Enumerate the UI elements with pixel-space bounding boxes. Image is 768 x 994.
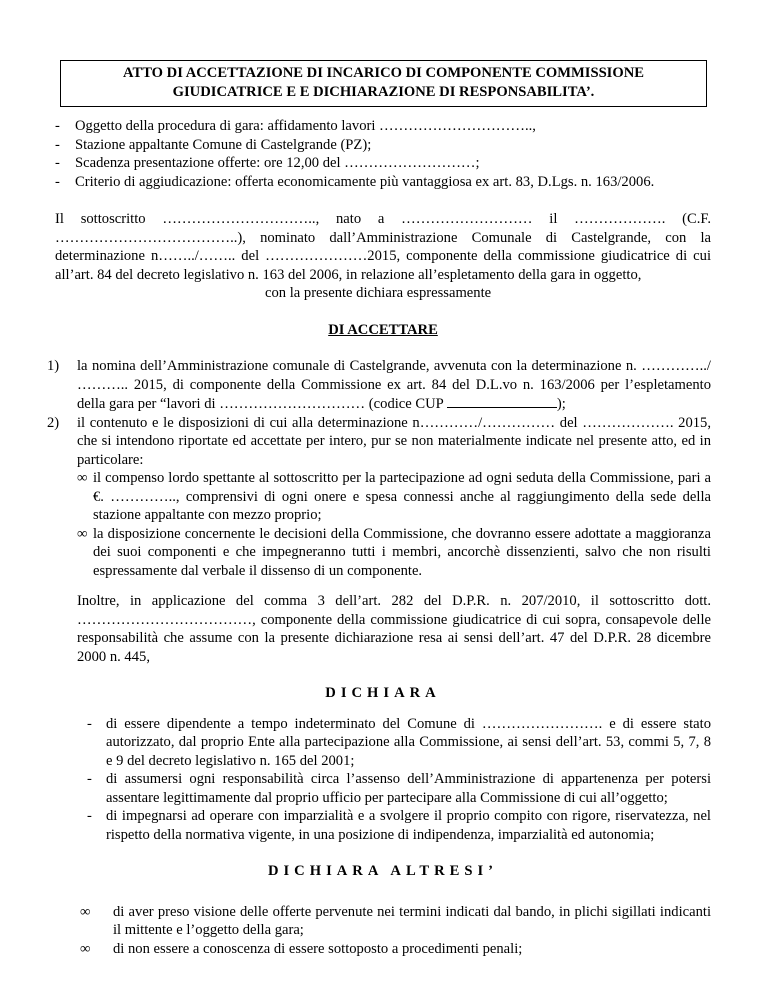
altresi-item-text: di non essere a conoscenza di essere sottoposto a procedimenti penali; [113, 940, 523, 957]
altresi-item-1 [80, 903, 711, 940]
cup-blank-field [447, 394, 557, 408]
dichiara-altresi-heading: DICHIARA ALTRESI’ [267, 863, 499, 879]
dichiara-item-1 [87, 715, 711, 771]
altresi-list [80, 903, 711, 959]
accettare-item-1 [47, 357, 711, 414]
gara-item-text: Scadenza presentazione offerte: ore 12,00 del ………………………; [75, 155, 480, 171]
dichiara-item-text: di assumersi ogni responsabilità circa l’assenso dell’Amministrazione di appartenenza per potersi assentare legittimamente dal proprio ufficio per partecipare alla Commissione di cui all’oggetto; [106, 771, 711, 806]
dash-marker: - [55, 118, 60, 134]
gara-item-criterio [55, 173, 711, 192]
dash-marker: - [87, 715, 92, 732]
gara-details-list [55, 117, 711, 191]
gara-item-oggetto [55, 117, 711, 136]
infinity-bullet: ∞ [77, 470, 88, 486]
dichiara-item-text: di impegnarsi ad operare con imparzialità e a svolgere il proprio compito con rigore, riservatezza, nel rispetto della normativa vigente, in una posizione di indipendenza, imparzialità ed autonomia; [106, 808, 711, 843]
dichiara-item-2 [87, 770, 711, 807]
intro-paragraph: Il sottoscritto ………………………….., nato a ……………………… il ………………. (C.F. ………………………………..), nominato dall’Amministrazione Comunale di Castelgrande, con la determinazione n……../…….. del …………………2015, componente della commissione giudicatrice di cui all’art. 84 del decreto legislativo n. 163 del 2006, in relazione all’espletamento della gara in oggetto, [55, 211, 711, 283]
gara-item-text: Stazione appaltante Comune di Castelgrande (PZ); [75, 136, 372, 153]
gara-item-scadenza [55, 154, 711, 173]
infinity-bullet: ∞ [80, 940, 91, 957]
dichiara-heading: DICHIARA [325, 685, 441, 701]
dichiara-list [87, 715, 711, 845]
altresi-item-text: di aver preso visione delle offerte pervenute nei termini indicati dal bando, in plichi sigillati indicanti il mittente e l’oggetto della gara; [113, 903, 711, 938]
sub-item-text: il compenso lordo spettante al sottoscritto per la partecipazione ad ogni seduta della Commissione, pari a €. ………….., comprensivi di ogni onere e spesa connessi anche al raggiungimento della sede della stazione appaltante con mezzo proprio; [93, 470, 711, 523]
document-page [47, 0, 711, 958]
infinity-bullet: ∞ [77, 525, 88, 542]
dash-marker: - [87, 808, 92, 824]
title-line-2: GIUDICATRICE E E DICHIARAZIONE DI RESPONSABILITA’. [172, 84, 595, 100]
accettare-item-text [77, 357, 711, 414]
dash-marker: - [55, 155, 60, 171]
sub-item-decisioni [77, 525, 711, 581]
dichiara-item-text: di essere dipendente a tempo indeterminato del Comune di ……………………. e di essere stato autorizzato, dal proprio Ente alla partecipazione alla Commissione, ai sensi dell’art. 53, commi 5, 7, 8 e 9 del decreto legislativo n. 165 del 2001; [106, 715, 711, 769]
accettare-list [47, 357, 711, 580]
inoltre-paragraph: Inoltre, in applicazione del comma 3 dell’art. 282 del D.P.R. n. 207/2010, il sottoscritto dott. ………………………………, componente della commissione giudicatrice di cui sopra, consapevole delle responsabilità che assume con la presente dichiarazione resa ai sensi dell’art. 47 del D.P.R. 28 dicembre 2000 n. 445, [77, 593, 711, 665]
item-number: 2) [47, 414, 60, 431]
gara-item-stazione [55, 136, 711, 155]
gara-item-text: Oggetto della procedura di gara: affidamento lavori ………………………….., [75, 118, 536, 134]
dichiara-item-3 [87, 807, 711, 844]
document-title-box [60, 60, 707, 107]
dash-marker: - [87, 771, 92, 787]
accettare-item-text: il contenuto e le disposizioni di cui alla determinazione n…………/…………… del ………………. 2015, che si intendono riportate ed accettate per intero, pur se non materialmente indicate nel presente atto, ed in particolare: [77, 414, 711, 468]
accettare-item-2 [47, 414, 711, 581]
title-line-1: ATTO DI ACCETTAZIONE DI INCARICO DI COMPONENTE COMMISSIONE [123, 65, 644, 81]
intro-closing-line: con la presente dichiara espressamente [265, 285, 492, 301]
sub-items-list [77, 469, 711, 580]
gara-item-text: Criterio di aggiudicazione: offerta economicamente più vantaggiosa ex art. 83, D.Lgs. n. 163/2006. [75, 173, 655, 190]
accettare-item-body [77, 414, 711, 581]
sub-item-compenso [77, 469, 711, 525]
accettare-item-text-b: ); [556, 396, 566, 412]
dash-marker: - [55, 173, 60, 190]
accettare-item-text-a: la nomina dell’Amministrazione comunale di Castelgrande, avvenuta con la determinazione n. …………../ ……….. 2015, di componente della Commissione ex art. 84 del D.L.vo n. 163/2006 per l’espletamento della gara per “lavori di ………………………… (codice CUP [77, 358, 711, 412]
item-number: 1) [47, 358, 60, 374]
altresi-item-2 [80, 940, 711, 959]
sub-item-text: la disposizione concernente le decisioni della Commissione, che dovranno essere adottate a maggioranza dei suoi componenti e che impegneranno tutti i membri, ancorchè dissenzienti, salvo che non risulti espressamente dal verbale il dissenso di un componente. [93, 525, 711, 579]
dash-marker: - [55, 136, 60, 153]
infinity-bullet: ∞ [80, 903, 91, 920]
accettare-heading: DI ACCETTARE [328, 321, 438, 338]
